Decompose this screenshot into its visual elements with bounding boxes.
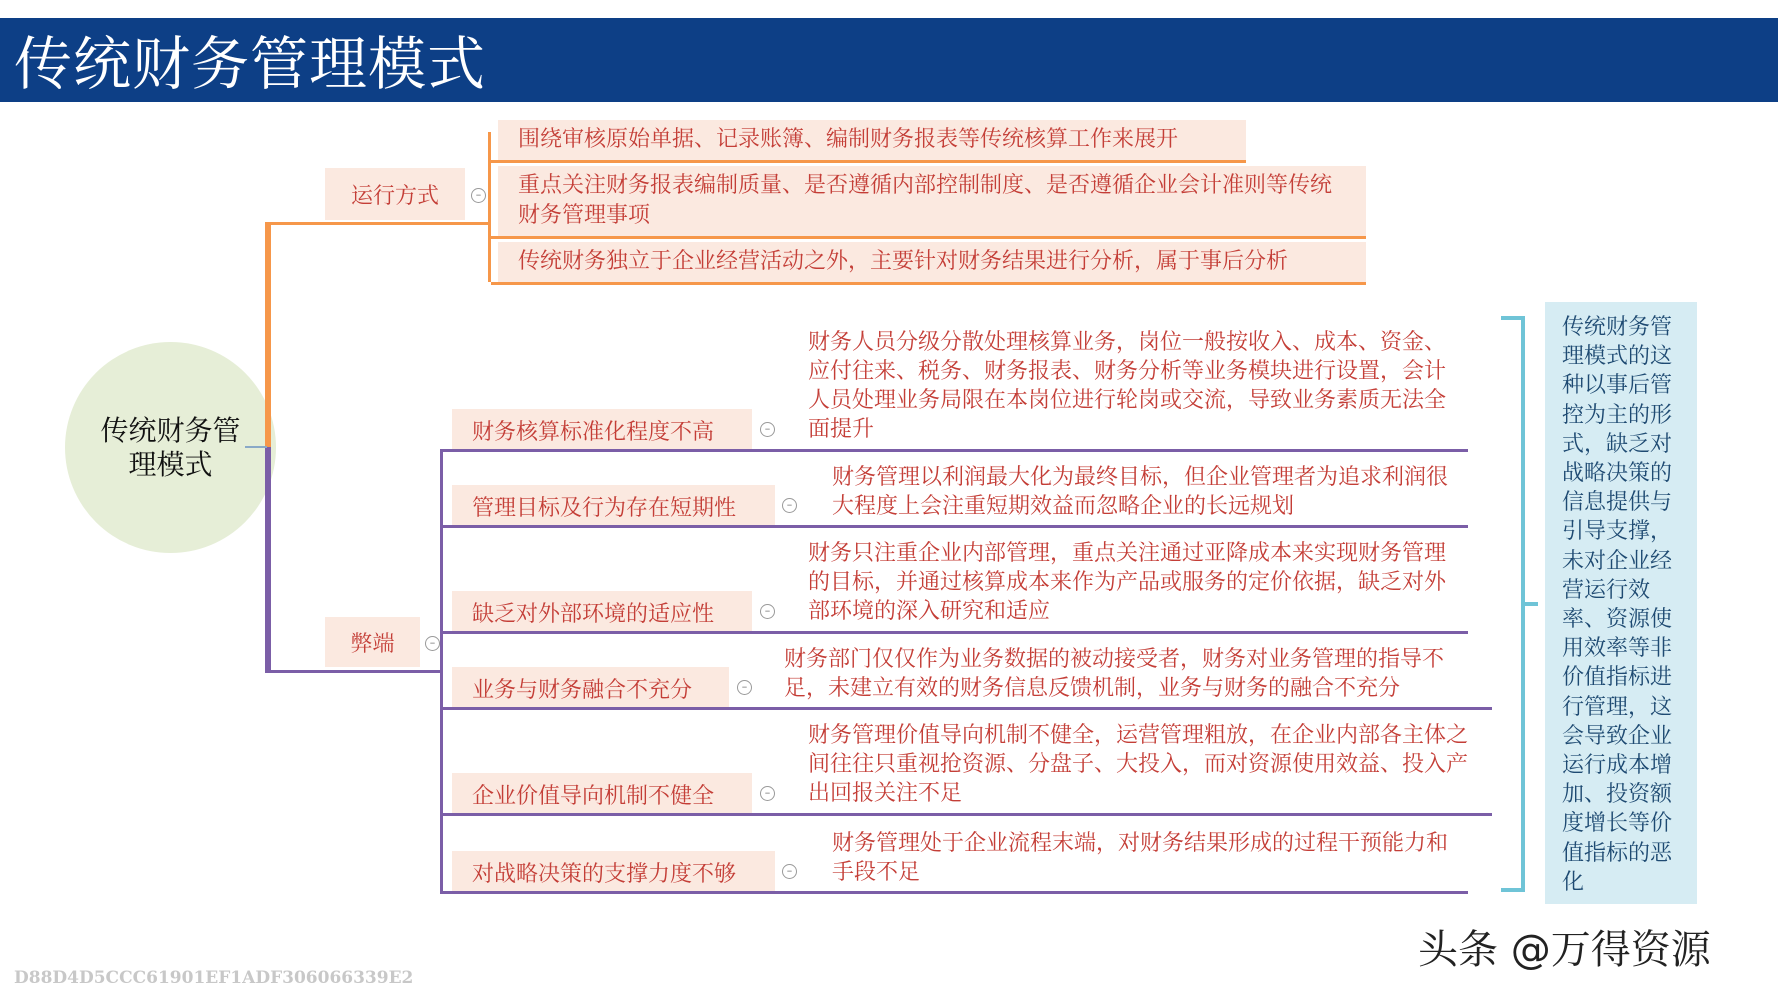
collapse-toggle-icon[interactable]	[471, 188, 486, 203]
collapse-toggle-icon[interactable]	[760, 786, 775, 801]
branch-operation-mode-label: 运行方式	[350, 183, 439, 209]
collapse-toggle-icon[interactable]	[782, 498, 797, 513]
collapse-toggle-icon[interactable]	[760, 422, 775, 437]
operation-item-2-underline	[491, 236, 1366, 239]
operation-item-2[interactable]	[498, 166, 1366, 236]
drawback-6-underline	[440, 891, 1468, 894]
drawback-4-underline	[440, 707, 1492, 710]
drawbacks-bracket-line	[440, 452, 443, 893]
hash-watermark: D88D4D5CCC61901EF1ADF306066339E2	[14, 968, 414, 988]
drawback-5-underline	[440, 813, 1492, 816]
collapse-toggle-icon[interactable]	[737, 680, 752, 695]
drawback-6-title[interactable]: 对战略决策的支撑力度不够	[452, 851, 775, 893]
summary-bracket-tick	[1525, 602, 1538, 606]
drawback-3-underline	[440, 631, 1468, 634]
drawback-5-desc: 财务管理价值导向机制不健全，运营管理粗放，在企业内部各主体之间往往只重视抢资源、分盘子、大投入，而对资源使用效益、投入产出回报关注不足	[808, 723, 1469, 806]
drawback-1-desc: 财务人员分级分散处理核算业务，岗位一般按收入、成本、资金、应付往来、税务、财务报表、财务分析等业务模块进行设置，会计人员处理业务局限在本岗位进行轮岗或交流，导致业务素质无法全面提升	[808, 330, 1447, 442]
branch-line-orange-horizontal	[268, 222, 488, 225]
drawback-6-desc: 财务管理处于企业流程末端，对财务结果形成的过程干预能力和手段不足	[832, 831, 1449, 885]
drawback-1-title[interactable]: 财务核算标准化程度不高	[452, 409, 752, 451]
root-connector	[245, 446, 267, 448]
operation-item-3[interactable]: 传统财务独立于企业经营活动之外，主要针对财务结果进行分析，属于事后分析	[498, 242, 1366, 282]
drawback-2-underline	[440, 525, 1468, 528]
collapse-toggle-icon[interactable]	[425, 636, 440, 651]
summary-text: 传统财务管理模式的这种以事后管控为主的形式，缺乏对战略决策的信息提供与引导支撑，未对企业经营运行效率、资源使用效率等非价值指标进行管理，这会导致企业运行成本增加、投资额度增长等价值指标的恶化	[1562, 315, 1673, 895]
operation-item-2-text: 重点关注财务报表编制质量、是否遵循内部控制制度、是否遵循企业会计准则等传统财务管理事项	[518, 173, 1333, 228]
operation-item-3-underline	[491, 282, 1366, 285]
operation-item-1[interactable]: 围绕审核原始单据、记录账簿、编制财务报表等传统核算工作来展开	[498, 120, 1246, 160]
branch-line-orange-vertical	[265, 222, 271, 447]
branch-line-purple-vertical	[265, 447, 271, 673]
branch-drawbacks[interactable]	[325, 617, 420, 667]
drawback-5-title[interactable]: 企业价值导向机制不健全	[452, 773, 752, 815]
collapse-toggle-icon[interactable]	[782, 864, 797, 879]
summary-bracket	[1501, 316, 1525, 892]
drawback-1-underline	[440, 449, 1468, 452]
branch-drawbacks-label: 弊端	[350, 631, 395, 657]
collapse-toggle-icon[interactable]	[760, 604, 775, 619]
drawback-2-desc: 财务管理以利润最大化为最终目标，但企业管理者为追求利润很大程度上会注重短期效益而忽略企业的长远规划	[832, 465, 1449, 519]
operation-item-1-underline	[491, 160, 1246, 163]
drawback-3-title[interactable]: 缺乏对外部环境的适应性	[452, 591, 752, 633]
page-title: 传统财务管理模式	[14, 30, 487, 98]
branch-line-purple-horizontal	[268, 670, 440, 673]
branch-operation-mode[interactable]	[325, 168, 465, 220]
drawback-4-title[interactable]: 业务与财务融合不充分	[452, 667, 729, 709]
drawback-4-desc: 财务部门仅仅作为业务数据的被动接受者，财务对业务管理的指导不足，未建立有效的财务信息反馈机制，业务与财务的融合不充分	[784, 647, 1445, 701]
operation-mode-bracket-line	[488, 132, 491, 282]
drawback-3-desc: 财务只注重企业内部管理，重点关注通过亚降成本来实现财务管理的目标，并通过核算成本来作为产品或服务的定价依据，缺乏对外部环境的深入研究和适应	[808, 541, 1447, 624]
root-node-label: 传统财务管理模式	[100, 413, 241, 481]
watermark: 头条 @万得资源	[1418, 927, 1711, 973]
drawback-2-title[interactable]: 管理目标及行为存在短期性	[452, 485, 775, 527]
